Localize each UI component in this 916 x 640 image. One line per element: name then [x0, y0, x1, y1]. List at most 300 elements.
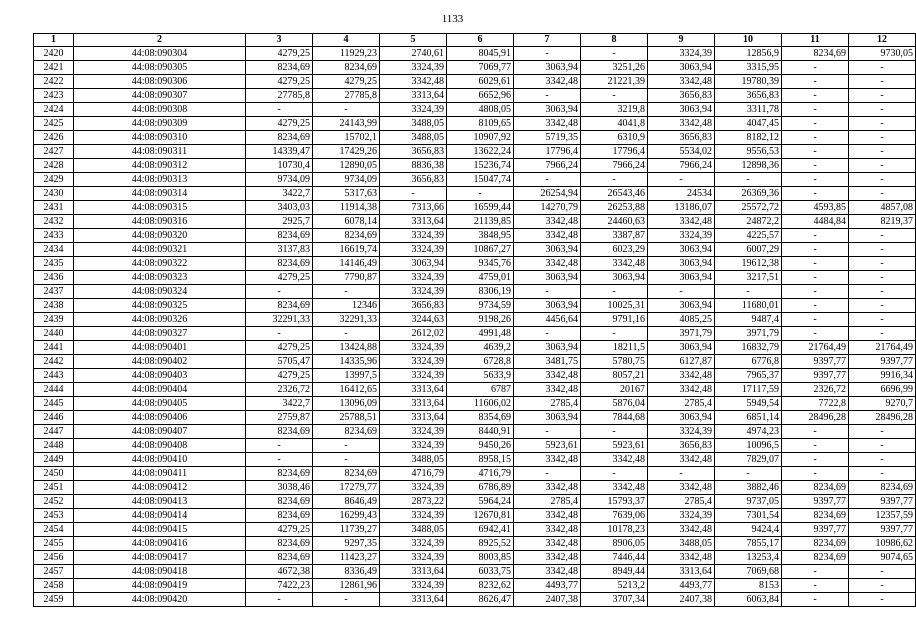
table-cell: 2612,02 — [380, 327, 447, 341]
table-cell: 3342,48 — [514, 117, 581, 131]
table-cell: - — [782, 187, 849, 201]
table-cell: 16412,65 — [313, 383, 380, 397]
table-cell: - — [581, 425, 648, 439]
table-cell: 44:08:090401 — [74, 341, 246, 355]
table-cell: 44:08:090306 — [74, 75, 246, 89]
table-cell: 2444 — [34, 383, 74, 397]
table-cell: 8646,49 — [313, 495, 380, 509]
table-cell: 3324,39 — [380, 103, 447, 117]
table-cell: 3315,95 — [715, 61, 782, 75]
table-cell: 6078,14 — [313, 215, 380, 229]
table-cell: 3063,94 — [581, 271, 648, 285]
table-cell: 3324,39 — [648, 229, 715, 243]
table-cell: 2452 — [34, 495, 74, 509]
table-cell: 3342,48 — [514, 523, 581, 537]
table-cell: 4484,84 — [782, 215, 849, 229]
table-cell: - — [782, 299, 849, 313]
table-cell: 3342,48 — [514, 453, 581, 467]
table-cell: 3342,48 — [514, 565, 581, 579]
table-cell: 2438 — [34, 299, 74, 313]
table-cell: 3324,39 — [380, 271, 447, 285]
table-cell: 8234,69 — [313, 467, 380, 481]
table-cell: 6728,8 — [447, 355, 514, 369]
table-cell: 2445 — [34, 397, 74, 411]
table-cell: 8234,69 — [246, 551, 313, 565]
table-cell: 3324,39 — [380, 61, 447, 75]
table-cell: - — [715, 285, 782, 299]
table-row — [34, 509, 916, 523]
table-cell: 3324,39 — [380, 579, 447, 593]
table-cell: 3324,39 — [648, 47, 715, 61]
table-cell: 7301,54 — [715, 509, 782, 523]
table-cell: - — [246, 593, 313, 607]
table-cell: 2430 — [34, 187, 74, 201]
table-cell: - — [782, 243, 849, 257]
table-cell: - — [648, 173, 715, 187]
table-cell: 3656,83 — [380, 145, 447, 159]
table-cell: 32291,33 — [246, 313, 313, 327]
table-cell: 3403,03 — [246, 201, 313, 215]
table-cell: - — [581, 327, 648, 341]
table-cell: 7790,87 — [313, 271, 380, 285]
table-cell: 3063,94 — [648, 103, 715, 117]
table-cell: 5876,04 — [581, 397, 648, 411]
table-row — [34, 229, 916, 243]
table-cell: - — [313, 285, 380, 299]
table-cell: - — [581, 173, 648, 187]
table-cell: 3063,94 — [514, 243, 581, 257]
table-cell: 3324,39 — [380, 341, 447, 355]
table-cell: 3342,48 — [514, 369, 581, 383]
table-cell: 4759,01 — [447, 271, 514, 285]
table-cell: - — [313, 593, 380, 607]
table-cell: 17117,59 — [715, 383, 782, 397]
table-cell: 8949,44 — [581, 565, 648, 579]
column-header: 8 — [581, 34, 648, 47]
table-cell: 4225,57 — [715, 229, 782, 243]
table-cell: 3251,26 — [581, 61, 648, 75]
table-row — [34, 299, 916, 313]
table-cell: 5964,24 — [447, 495, 514, 509]
table-cell: 3063,94 — [648, 61, 715, 75]
table-cell: 3244,63 — [380, 313, 447, 327]
table-cell: 3324,39 — [380, 285, 447, 299]
table-cell: 2442 — [34, 355, 74, 369]
table-row — [34, 453, 916, 467]
table-cell: - — [849, 467, 916, 481]
table-cell: 3063,94 — [648, 299, 715, 313]
table-cell: 44:08:090325 — [74, 299, 246, 313]
table-cell: 9397,77 — [782, 369, 849, 383]
page-number: 1133 — [441, 13, 464, 25]
table-cell: - — [782, 173, 849, 187]
table-cell: 44:08:090309 — [74, 117, 246, 131]
table-cell: 14335,96 — [313, 355, 380, 369]
table-cell: 2421 — [34, 61, 74, 75]
table-cell: 3217,51 — [715, 271, 782, 285]
table-cell: - — [849, 61, 916, 75]
table-cell: 7069,68 — [715, 565, 782, 579]
table-cell: 9487,4 — [715, 313, 782, 327]
table-cell: 3488,05 — [380, 117, 447, 131]
table-cell: 11914,38 — [313, 201, 380, 215]
table-cell: - — [782, 89, 849, 103]
table-cell: 3342,48 — [648, 215, 715, 229]
table-cell: 9556,53 — [715, 145, 782, 159]
table-cell: 44:08:090310 — [74, 131, 246, 145]
table-cell: 3488,05 — [380, 523, 447, 537]
table-cell: 3342,48 — [514, 215, 581, 229]
table-cell: 3882,46 — [715, 481, 782, 495]
table-cell: 8234,69 — [782, 551, 849, 565]
table-cell: - — [246, 453, 313, 467]
table-cell: 2451 — [34, 481, 74, 495]
table-cell: 2873,22 — [380, 495, 447, 509]
table-row — [34, 327, 916, 341]
table-cell: 4991,48 — [447, 327, 514, 341]
table-cell: 44:08:090410 — [74, 453, 246, 467]
table-cell: - — [782, 565, 849, 579]
table-cell: 44:08:090418 — [74, 565, 246, 579]
table-cell: 3063,94 — [514, 271, 581, 285]
table-cell: 13253,4 — [715, 551, 782, 565]
table-cell: 2407,38 — [514, 593, 581, 607]
table-row — [34, 579, 916, 593]
table-cell: 8336,49 — [313, 565, 380, 579]
table-cell: 2407,38 — [648, 593, 715, 607]
table-cell: 9730,05 — [849, 47, 916, 61]
table-cell: - — [782, 593, 849, 607]
table-cell: - — [581, 89, 648, 103]
table-cell: 8306,19 — [447, 285, 514, 299]
table-cell: 3324,39 — [380, 425, 447, 439]
table-cell: 4279,25 — [246, 341, 313, 355]
table-cell: 3656,83 — [380, 173, 447, 187]
table-cell: 4279,25 — [246, 47, 313, 61]
table-cell: 44:08:090414 — [74, 509, 246, 523]
table-cell: 5780,75 — [581, 355, 648, 369]
table-cell: 44:08:090311 — [74, 145, 246, 159]
table-row — [34, 565, 916, 579]
table-cell: - — [313, 439, 380, 453]
table-cell: 25788,51 — [313, 411, 380, 425]
table-row — [34, 537, 916, 551]
table-row — [34, 89, 916, 103]
table-row — [34, 243, 916, 257]
table-cell: - — [849, 243, 916, 257]
table-cell: - — [581, 467, 648, 481]
table-cell: - — [782, 117, 849, 131]
table-cell: - — [782, 271, 849, 285]
table-cell: 2785,4 — [514, 495, 581, 509]
table-cell: 10730,4 — [246, 159, 313, 173]
table-cell: 44:08:090419 — [74, 579, 246, 593]
table-cell: 7639,06 — [581, 509, 648, 523]
table-cell: 2425 — [34, 117, 74, 131]
table-cell: 15047,74 — [447, 173, 514, 187]
table-cell: 2455 — [34, 537, 74, 551]
table-cell: 13096,09 — [313, 397, 380, 411]
column-header: 6 — [447, 34, 514, 47]
table-cell: 4047,45 — [715, 117, 782, 131]
table-cell: 21221,39 — [581, 75, 648, 89]
table-cell: 4041,8 — [581, 117, 648, 131]
table-cell: 44:08:090307 — [74, 89, 246, 103]
table-cell: - — [849, 285, 916, 299]
table-cell: 8234,69 — [246, 229, 313, 243]
table-cell: 13622,24 — [447, 145, 514, 159]
table-cell: 8234,69 — [782, 481, 849, 495]
table-cell: 9397,77 — [849, 523, 916, 537]
table-cell: 3342,48 — [514, 551, 581, 565]
table-cell: - — [447, 187, 514, 201]
table-cell: 7966,24 — [648, 159, 715, 173]
table-cell: 3311,78 — [715, 103, 782, 117]
table-cell: 3219,8 — [581, 103, 648, 117]
table-cell: - — [849, 453, 916, 467]
table-cell: 2456 — [34, 551, 74, 565]
table-row — [34, 551, 916, 565]
table-cell: - — [849, 271, 916, 285]
table-cell: 8003,85 — [447, 551, 514, 565]
table-cell: 27785,8 — [246, 89, 313, 103]
table-row — [34, 145, 916, 159]
table-cell: 26253,88 — [581, 201, 648, 215]
table-cell: - — [849, 579, 916, 593]
table-cell: 21764,49 — [782, 341, 849, 355]
table-cell: 5213,2 — [581, 579, 648, 593]
table-cell: 2436 — [34, 271, 74, 285]
table-cell: 6007,29 — [715, 243, 782, 257]
table-cell: 44:08:090404 — [74, 383, 246, 397]
table-cell: 8925,52 — [447, 537, 514, 551]
table-cell: 6652,96 — [447, 89, 514, 103]
table-cell: 6127,87 — [648, 355, 715, 369]
table-cell: 8354,69 — [447, 411, 514, 425]
table-cell: 3324,39 — [380, 551, 447, 565]
table-cell: 3137,83 — [246, 243, 313, 257]
table-cell: 2424 — [34, 103, 74, 117]
table-row — [34, 355, 916, 369]
table-cell: 4279,25 — [246, 117, 313, 131]
table-row — [34, 593, 916, 607]
table-cell: - — [782, 285, 849, 299]
table-cell: 6029,61 — [447, 75, 514, 89]
table-cell: 9734,09 — [246, 173, 313, 187]
table-cell: 8045,91 — [447, 47, 514, 61]
table-row — [34, 61, 916, 75]
table-cell: 44:08:090415 — [74, 523, 246, 537]
table-cell: 26543,46 — [581, 187, 648, 201]
table-cell: - — [849, 313, 916, 327]
table-cell: 12890,05 — [313, 159, 380, 173]
table-cell: 3488,05 — [380, 131, 447, 145]
table-cell: 2785,4 — [514, 397, 581, 411]
table-cell: 7829,07 — [715, 453, 782, 467]
table-cell: 12346 — [313, 299, 380, 313]
table-cell: 7966,24 — [514, 159, 581, 173]
table-cell: 9397,77 — [782, 523, 849, 537]
table-row — [34, 215, 916, 229]
table-cell: 3038,46 — [246, 481, 313, 495]
table-row — [34, 131, 916, 145]
table-cell: 5705,47 — [246, 355, 313, 369]
table-row — [34, 75, 916, 89]
table-row — [34, 201, 916, 215]
table-cell: 2459 — [34, 593, 74, 607]
table-cell: 2785,4 — [648, 495, 715, 509]
table-cell: 27785,8 — [313, 89, 380, 103]
table-cell: 2453 — [34, 509, 74, 523]
table-cell: - — [782, 75, 849, 89]
table-cell: - — [782, 467, 849, 481]
table-cell: - — [849, 593, 916, 607]
table-cell: 3342,48 — [581, 257, 648, 271]
table-cell: 44:08:090320 — [74, 229, 246, 243]
table-cell: 18211,5 — [581, 341, 648, 355]
table-cell: 2448 — [34, 439, 74, 453]
table-cell: 2458 — [34, 579, 74, 593]
table-cell: 9270,7 — [849, 397, 916, 411]
table-cell: 6851,14 — [715, 411, 782, 425]
table-cell: 6063,84 — [715, 593, 782, 607]
table-cell: 9074,65 — [849, 551, 916, 565]
table-cell: - — [782, 159, 849, 173]
table-cell: 7855,17 — [715, 537, 782, 551]
table-cell: 2437 — [34, 285, 74, 299]
table-cell: 3848,95 — [447, 229, 514, 243]
table-cell: - — [313, 327, 380, 341]
table-cell: - — [782, 453, 849, 467]
table-cell: 2428 — [34, 159, 74, 173]
table-cell: 4279,25 — [246, 271, 313, 285]
column-header: 3 — [246, 34, 313, 47]
table-cell: 2454 — [34, 523, 74, 537]
table-cell: 13424,88 — [313, 341, 380, 355]
table-cell: 12861,96 — [313, 579, 380, 593]
table-cell: 44:08:090420 — [74, 593, 246, 607]
table-cell: 17796,4 — [581, 145, 648, 159]
table-cell: - — [849, 327, 916, 341]
table-cell: 3313,64 — [380, 215, 447, 229]
table-cell: 44:08:090312 — [74, 159, 246, 173]
table-cell: 8234,69 — [246, 509, 313, 523]
table-cell: 8234,69 — [246, 257, 313, 271]
table-cell: 8234,69 — [246, 467, 313, 481]
table-cell: 9734,59 — [447, 299, 514, 313]
table-cell: 8234,69 — [246, 537, 313, 551]
table-cell: 3342,48 — [514, 537, 581, 551]
table-cell: 2785,4 — [648, 397, 715, 411]
table-cell: 3063,94 — [648, 411, 715, 425]
table-cell: 4493,77 — [514, 579, 581, 593]
table-cell: 6033,75 — [447, 565, 514, 579]
table-cell: 44:08:090305 — [74, 61, 246, 75]
table-cell: 5317,63 — [313, 187, 380, 201]
table-cell: 9916,34 — [849, 369, 916, 383]
table-cell: 8234,69 — [782, 47, 849, 61]
table-cell: 8057,21 — [581, 369, 648, 383]
table-cell: - — [849, 439, 916, 453]
table-cell: 8109,65 — [447, 117, 514, 131]
table-cell: 8182,12 — [715, 131, 782, 145]
table-cell: 3488,05 — [380, 453, 447, 467]
table-cell: 21139,85 — [447, 215, 514, 229]
table-cell: - — [246, 285, 313, 299]
column-header: 5 — [380, 34, 447, 47]
table-cell: - — [648, 285, 715, 299]
table-cell: 17429,26 — [313, 145, 380, 159]
table-cell: 3342,48 — [648, 453, 715, 467]
table-cell: 3342,48 — [648, 481, 715, 495]
table-cell: 2423 — [34, 89, 74, 103]
table-cell: 44:08:090316 — [74, 215, 246, 229]
table-row — [34, 173, 916, 187]
table-cell: 44:08:090407 — [74, 425, 246, 439]
table-cell: - — [849, 103, 916, 117]
table-body — [34, 47, 916, 607]
table-cell: 2443 — [34, 369, 74, 383]
column-header: 2 — [74, 34, 246, 47]
table-cell: 26369,36 — [715, 187, 782, 201]
table-cell: 6310,9 — [581, 131, 648, 145]
table-cell: 16299,43 — [313, 509, 380, 523]
table-cell: 2450 — [34, 467, 74, 481]
table-cell: 3707,34 — [581, 593, 648, 607]
table-cell: 9297,35 — [313, 537, 380, 551]
table-cell: 28496,28 — [782, 411, 849, 425]
table-cell: 3063,94 — [514, 61, 581, 75]
table-row — [34, 341, 916, 355]
table-cell: 6696,99 — [849, 383, 916, 397]
table-cell: 3342,48 — [514, 257, 581, 271]
table-cell: 44:08:090313 — [74, 173, 246, 187]
table-cell: 7722,8 — [782, 397, 849, 411]
table-cell: 3313,64 — [380, 411, 447, 425]
table-cell: 8219,37 — [849, 215, 916, 229]
table-cell: 3063,94 — [380, 257, 447, 271]
table-cell: 8234,69 — [849, 481, 916, 495]
table-cell: 28496,28 — [849, 411, 916, 425]
table-cell: - — [849, 173, 916, 187]
table-cell: 16619,74 — [313, 243, 380, 257]
table-cell: - — [782, 327, 849, 341]
table-cell: 9791,16 — [581, 313, 648, 327]
table-cell: - — [782, 425, 849, 439]
table-cell: 2433 — [34, 229, 74, 243]
table-cell: - — [581, 47, 648, 61]
table-cell: 3313,64 — [380, 565, 447, 579]
table-cell: 14339,47 — [246, 145, 313, 159]
table-row — [34, 271, 916, 285]
table-cell: 4279,25 — [246, 75, 313, 89]
table-cell: 9424,4 — [715, 523, 782, 537]
table-cell: 3342,48 — [648, 551, 715, 565]
table-cell: 2431 — [34, 201, 74, 215]
table-cell: - — [849, 159, 916, 173]
table-cell: 3313,64 — [380, 593, 447, 607]
table-cell: 3342,48 — [648, 117, 715, 131]
table-cell: 44:08:090324 — [74, 285, 246, 299]
table-row — [34, 397, 916, 411]
table-cell: 3342,48 — [648, 523, 715, 537]
table-cell: 8234,69 — [313, 425, 380, 439]
table-cell: 44:08:090417 — [74, 551, 246, 565]
table-cell: 3063,94 — [648, 271, 715, 285]
table-cell: 3324,39 — [648, 509, 715, 523]
table-cell: - — [782, 131, 849, 145]
table-cell: 2426 — [34, 131, 74, 145]
